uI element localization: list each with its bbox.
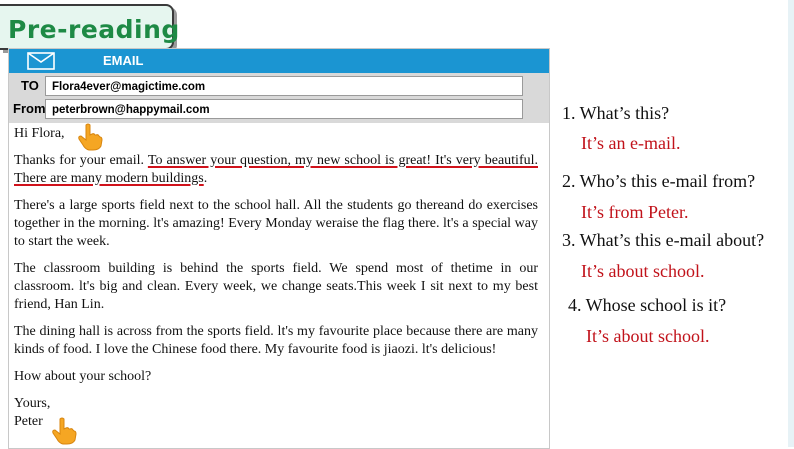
answer-2: It’s from Peter. bbox=[581, 202, 689, 222]
paragraph-1-start: Thanks for your email. bbox=[14, 153, 148, 168]
from-label: From bbox=[13, 101, 46, 116]
paragraph-1 bbox=[14, 152, 538, 188]
email-window bbox=[8, 48, 550, 449]
page-title: Pre-reading bbox=[8, 15, 180, 44]
hand-cursor-icon bbox=[77, 123, 103, 151]
question-3: 3. What’s this e-mail about? bbox=[562, 230, 765, 250]
paragraph-4: The dining hall is across from the sports field. lt's my favourite place because there are many kinds of food. I love the Chinese food there. My favourite food is jiaozi. lt's delicious! bbox=[14, 324, 538, 357]
envelope-icon bbox=[27, 52, 55, 70]
question-1: 1. What’s this? bbox=[562, 103, 670, 123]
answer-3: It’s about school. bbox=[581, 261, 705, 281]
question-4: 4. Whose school is it? bbox=[568, 295, 727, 315]
from-field[interactable]: peterbrown@happymail.com bbox=[45, 99, 523, 119]
paragraph-5: How about your school? bbox=[14, 369, 152, 384]
closing: Yours, bbox=[14, 396, 51, 411]
paragraph-1-end: . bbox=[203, 171, 208, 186]
paragraph-3: The classroom building is behind the sports field. We spend most of thetime in our classroom. lt's big and clean. Every week, we change seats.This week I sit next to my best friend, Han Lin. bbox=[14, 261, 538, 312]
right-edge-stripe bbox=[788, 0, 794, 447]
to-label: TO bbox=[21, 78, 39, 93]
underlined-answer: To answer your question, my new school is great! It's very beautiful. There are many modern buildings bbox=[14, 153, 538, 186]
answer-1: It’s an e-mail. bbox=[581, 133, 681, 153]
email-body bbox=[14, 125, 538, 431]
greeting: Hi Flora, bbox=[14, 126, 65, 141]
email-header-label: EMAIL bbox=[103, 53, 144, 68]
address-area bbox=[9, 73, 549, 123]
question-2: 2. Who’s this e-mail from? bbox=[562, 171, 756, 191]
signature: Peter bbox=[14, 414, 43, 429]
answer-4: It’s about school. bbox=[586, 326, 710, 346]
paragraph-2: There's a large sports field next to the school hall. All the students go thereand do exercises together in the morning. lt's amazing! Every Monday weraise the flag there. lt's a special way to start the week. bbox=[14, 198, 538, 249]
hand-cursor-icon bbox=[51, 417, 77, 445]
title-tab bbox=[0, 4, 180, 50]
to-field[interactable]: Flora4ever@magictime.com bbox=[45, 76, 523, 96]
email-header-bar bbox=[9, 49, 549, 73]
